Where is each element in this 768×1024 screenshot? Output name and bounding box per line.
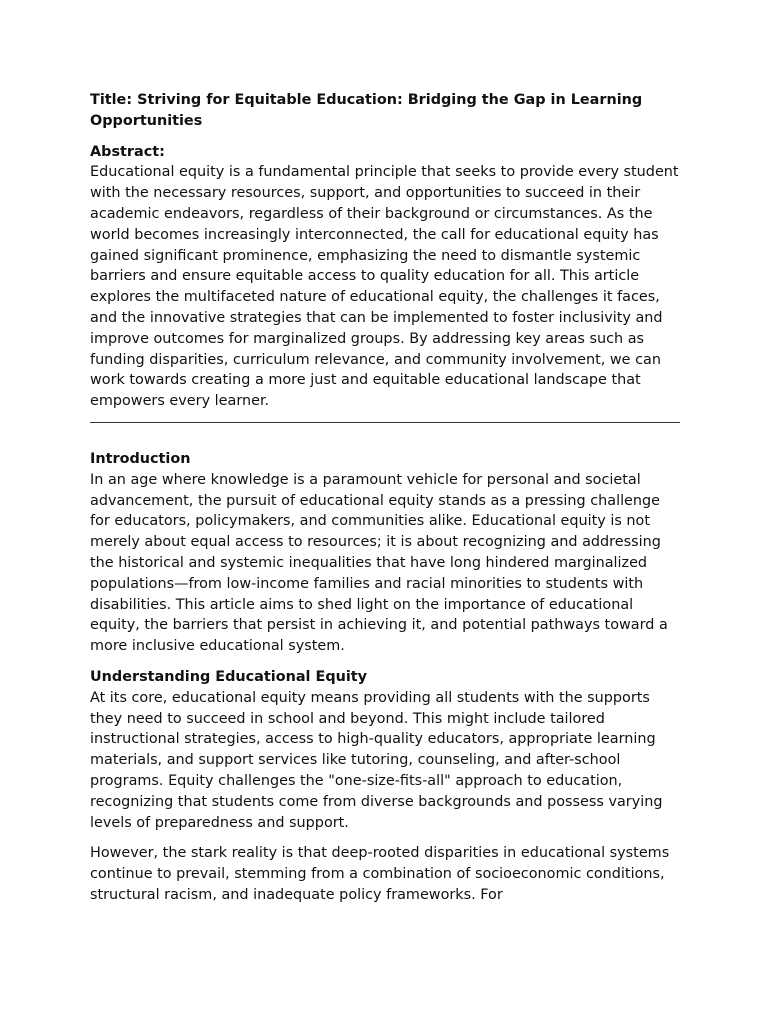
understanding-heading: Understanding Educational Equity bbox=[90, 668, 368, 685]
abstract-text: Educational equity is a fundamental principle that seeks to provide every student with the necessary resources, support, and opportunities to succeed in their academic endeavors, regardless of their background or circumstances. As the world becomes increasingly interconnected, the call for educational equity has gained significant prominence, emphasizing the need to dismantle systemic barriers and ensure equitable access to quality education for all. This article explores the multifaceted nature of educational equity, the challenges it faces, and the innovative strategies that can be implemented to foster inclusivity and improve outcomes for marginalized groups. By addressing key areas such as funding disparities, curriculum relevance, and community involvement, we can work towards creating a more just and equitable educational landscape that empowers every learner. bbox=[90, 164, 679, 410]
introduction-text: In an age where knowledge is a paramount vehicle for personal and societal advancement, the pursuit of educational equity stands as a pressing challenge for educators, policymakers, and communities alike. Educational equity is not merely about equal access to resources; it is about recognizing and addressing the historical and systemic inequalities that have long hindered marginalized populations—from low-income families and racial minorities to students with disabilities. This article aims to shed light on the importance of educational equity, the barriers that persist in achieving it, and potential pathways toward a more inclusive educational system. bbox=[90, 471, 668, 655]
section-divider bbox=[90, 422, 680, 423]
document-page bbox=[90, 90, 680, 916]
understanding-paragraph-2: However, the stark reality is that deep-rooted disparities in educational systems continue to prevail, stemming from a combination of socioeconomic conditions, structural racism, and inadequate policy frameworks. For bbox=[90, 845, 670, 903]
document-title: Title: Striving for Equitable Education: Bridging the Gap in Learning Opportunities bbox=[90, 92, 643, 129]
introduction-heading: Introduction bbox=[90, 450, 191, 467]
understanding-paragraph-1: At its core, educational equity means providing all students with the supports they need to succeed in school and beyond. This might include tailored instructional strategies, access to high-quality educators, appropriate learning materials, and support services like tutoring, counseling, and after-school programs. Equity challenges the "one-size-fits-all" approach to education, recognizing that students come from diverse backgrounds and possess varying levels of preparedness and support. bbox=[90, 689, 663, 831]
abstract-heading: Abstract: bbox=[90, 143, 165, 160]
